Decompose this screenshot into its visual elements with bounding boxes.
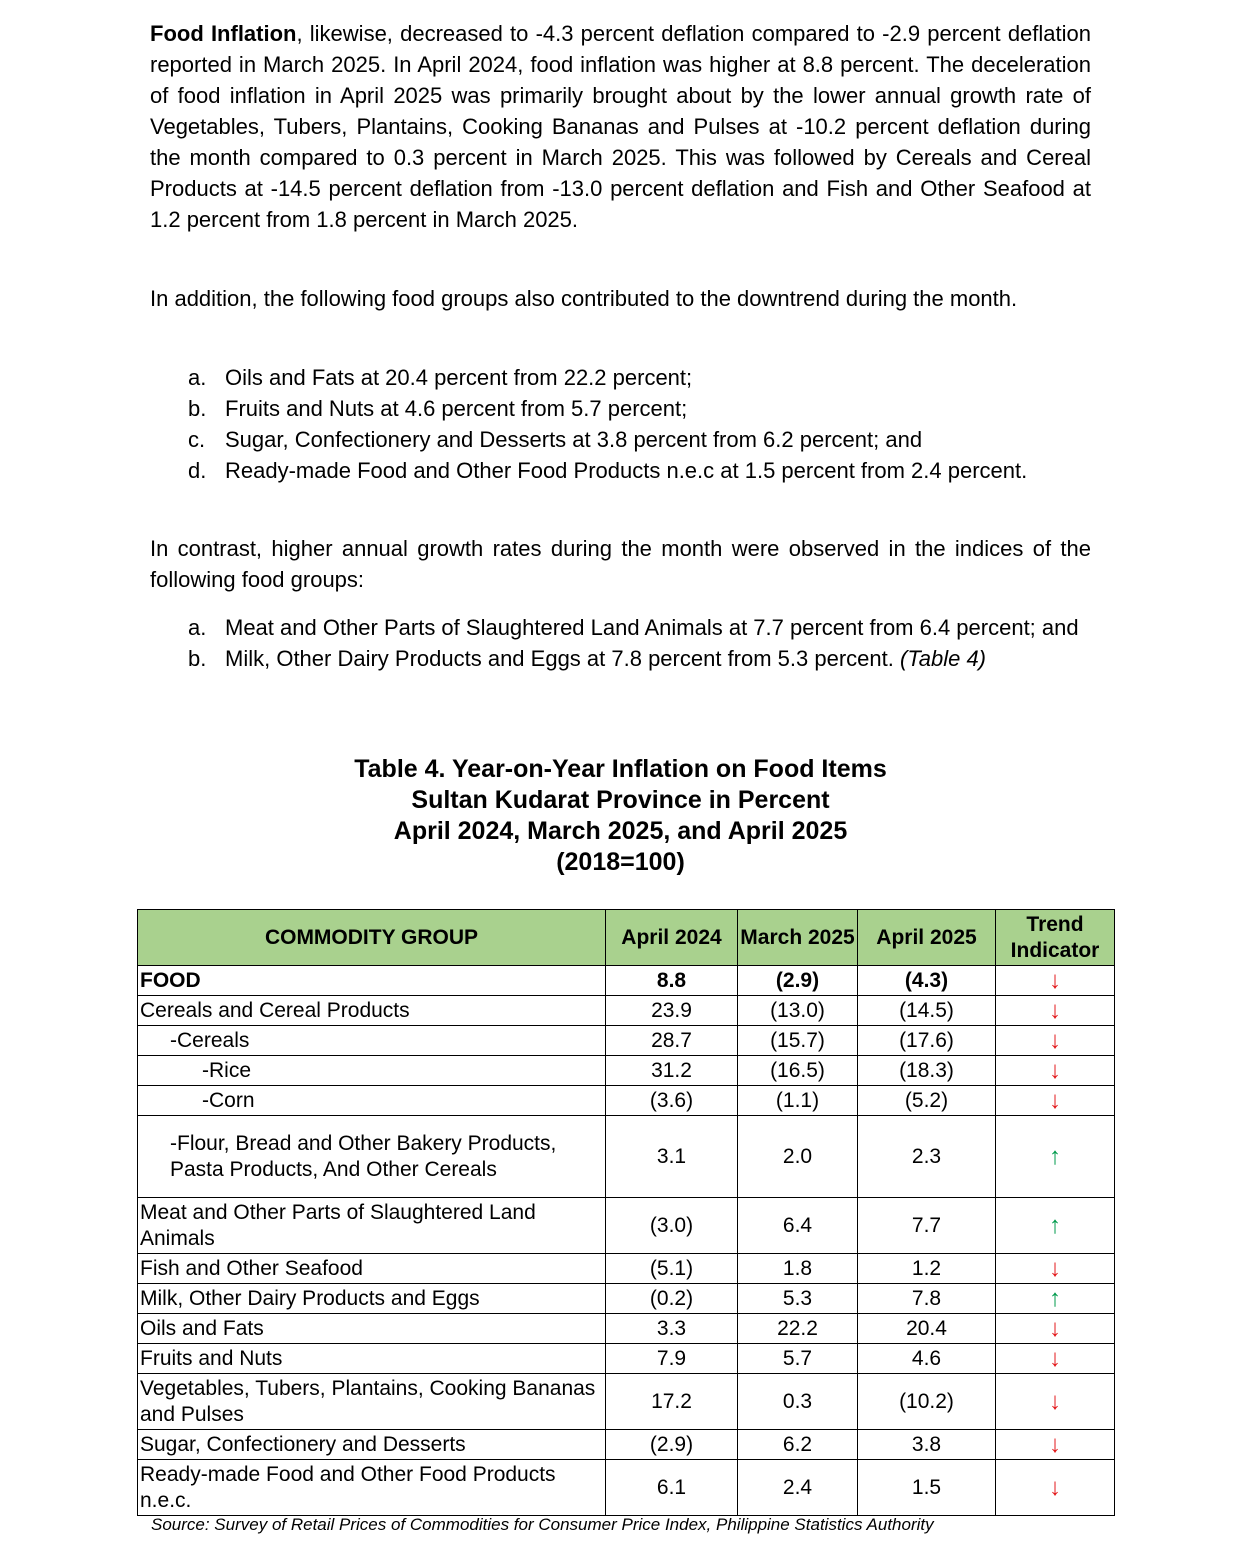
commodity-name: -Corn (138, 1086, 606, 1116)
paragraph-downtrend: In addition, the following food groups also contributed to the downtrend during the month. (150, 286, 1018, 311)
arrow-down-icon: ↓ (996, 966, 1115, 996)
commodity-name: Fish and Other Seafood (138, 1254, 606, 1284)
value-april-2025: 7.8 (858, 1284, 996, 1314)
commodity-name: -Flour, Bread and Other Bakery Products, Pasta Products, And Other Cereals (138, 1116, 606, 1198)
table-row (138, 1026, 1115, 1056)
uptrend-list (188, 612, 1091, 674)
commodity-name: Oils and Fats (138, 1314, 606, 1344)
list-item: d. Ready-made Food and Other Food Products n.e.c at 1.5 percent from 2.4 percent. (188, 458, 1028, 483)
table-row (138, 1086, 1115, 1116)
value-march-2025: (1.1) (738, 1086, 858, 1116)
value-april-2025: 3.8 (858, 1430, 996, 1460)
table-row (138, 1314, 1115, 1344)
arrow-down-icon: ↓ (996, 1056, 1115, 1086)
table-row (138, 996, 1115, 1026)
value-march-2025: (15.7) (738, 1026, 858, 1056)
commodity-name: -Cereals (138, 1026, 606, 1056)
value-april-2025: 7.7 (858, 1198, 996, 1254)
value-april-2025: 1.5 (858, 1460, 996, 1516)
value-march-2025: 6.2 (738, 1430, 858, 1460)
paragraph-contrast: In contrast, higher annual growth rates during the month were observed in the indices of the following food groups: (150, 536, 1091, 592)
value-march-2025: 5.7 (738, 1344, 858, 1374)
header-trend-indicator: Trend Indicator (996, 910, 1115, 966)
value-april-2024: 28.7 (606, 1026, 738, 1056)
table-row (138, 1198, 1115, 1254)
food-inflation-heading: Food Inflation (150, 21, 297, 46)
commodity-name: Cereals and Cereal Products (138, 996, 606, 1026)
commodity-name: Fruits and Nuts (138, 1344, 606, 1374)
header-commodity-group: COMMODITY GROUP (138, 910, 606, 966)
table-title: Table 4. Year-on-Year Inflation on Food Items Sultan Kudarat Province in Percent April 2024, March 2025, and April 2025 (2018=100) (354, 755, 887, 876)
value-april-2025: (4.3) (858, 966, 996, 996)
table-row (138, 1056, 1115, 1086)
value-march-2025: 5.3 (738, 1284, 858, 1314)
value-april-2025: (18.3) (858, 1056, 996, 1086)
list-item: b. Fruits and Nuts at 4.6 percent from 5.7 percent; (188, 396, 688, 421)
arrow-down-icon: ↓ (996, 1374, 1115, 1430)
value-april-2025: (17.6) (858, 1026, 996, 1056)
value-april-2024: 8.8 (606, 966, 738, 996)
arrow-down-icon: ↓ (996, 1460, 1115, 1516)
value-april-2025: 2.3 (858, 1116, 996, 1198)
value-march-2025: 6.4 (738, 1198, 858, 1254)
table-row (138, 1344, 1115, 1374)
value-april-2024: (5.1) (606, 1254, 738, 1284)
value-april-2024: 7.9 (606, 1344, 738, 1374)
table-row (138, 1116, 1115, 1198)
value-april-2024: (0.2) (606, 1284, 738, 1314)
value-march-2025: (13.0) (738, 996, 858, 1026)
commodity-name: -Rice (138, 1056, 606, 1086)
table-row (138, 1460, 1115, 1516)
table-row (138, 1430, 1115, 1460)
header-april-2024: April 2024 (606, 910, 738, 966)
value-april-2025: 1.2 (858, 1254, 996, 1284)
arrow-down-icon: ↓ (996, 1344, 1115, 1374)
arrow-down-icon: ↓ (996, 1086, 1115, 1116)
value-march-2025: 2.0 (738, 1116, 858, 1198)
commodity-name: Sugar, Confectionery and Desserts (138, 1430, 606, 1460)
value-march-2025: 22.2 (738, 1314, 858, 1344)
table-row (138, 966, 1115, 996)
arrow-up-icon: ↑ (996, 1198, 1115, 1254)
value-march-2025: (16.5) (738, 1056, 858, 1086)
value-april-2024: 6.1 (606, 1460, 738, 1516)
value-march-2025: (2.9) (738, 966, 858, 996)
arrow-down-icon: ↓ (996, 996, 1115, 1026)
food-inflation-table (137, 909, 1115, 1516)
value-march-2025: 1.8 (738, 1254, 858, 1284)
value-march-2025: 0.3 (738, 1374, 858, 1430)
value-april-2024: 23.9 (606, 996, 738, 1026)
list-item: c. Sugar, Confectionery and Desserts at 3.8 percent from 6.2 percent; and (188, 427, 923, 452)
arrow-down-icon: ↓ (996, 1254, 1115, 1284)
paragraph-food-inflation (150, 18, 1091, 235)
source-note: Source: Survey of Retail Prices of Commodities for Consumer Price Index, Philippine Statistics Authority (151, 1515, 934, 1534)
value-april-2024: 3.3 (606, 1314, 738, 1344)
arrow-down-icon: ↓ (996, 1314, 1115, 1344)
value-april-2024: 3.1 (606, 1116, 738, 1198)
table-row (138, 1284, 1115, 1314)
arrow-down-icon: ↓ (996, 1026, 1115, 1056)
value-april-2025: 4.6 (858, 1344, 996, 1374)
value-april-2024: (3.0) (606, 1198, 738, 1254)
value-april-2024: (3.6) (606, 1086, 738, 1116)
value-april-2025: (14.5) (858, 996, 996, 1026)
arrow-up-icon: ↑ (996, 1116, 1115, 1198)
table-row (138, 1374, 1115, 1430)
paragraph-text: , likewise, decreased to -4.3 percent deflation compared to -2.9 percent deflation reported in March 2025. In April 2024, food inflation was higher at 8.8 percent. The deceleration of food inflation in April 2025 was primarily brought about by the lower annual growth rate of Vegetables, Tubers, Plantains, Cooking Bananas and Pulses at -10.2 percent deflation during the month compared to 0.3 percent in March 2025. This was followed by Cereals and Cereal Products at -14.5 percent deflation from -13.0 percent deflation and Fish and Other Seafood at 1.2 percent from 1.8 percent in March 2025. (150, 21, 1091, 232)
arrow-down-icon: ↓ (996, 1430, 1115, 1460)
commodity-name: Vegetables, Tubers, Plantains, Cooking Bananas and Pulses (138, 1374, 606, 1430)
value-april-2025: (5.2) (858, 1086, 996, 1116)
value-april-2025: (10.2) (858, 1374, 996, 1430)
list-item: b. Milk, Other Dairy Products and Eggs at 7.8 percent from 5.3 percent. (Table 4) (188, 646, 987, 671)
value-april-2025: 20.4 (858, 1314, 996, 1344)
commodity-name: Milk, Other Dairy Products and Eggs (138, 1284, 606, 1314)
value-march-2025: 2.4 (738, 1460, 858, 1516)
value-april-2024: (2.9) (606, 1430, 738, 1460)
commodity-name: FOOD (138, 966, 606, 996)
commodity-name: Meat and Other Parts of Slaughtered Land Animals (138, 1198, 606, 1254)
commodity-name: Ready-made Food and Other Food Products n.e.c. (138, 1460, 606, 1516)
table-row (138, 1254, 1115, 1284)
value-april-2024: 17.2 (606, 1374, 738, 1430)
list-item: a. Meat and Other Parts of Slaughtered Land Animals at 7.7 percent from 6.4 percent; and (188, 615, 1079, 640)
value-april-2024: 31.2 (606, 1056, 738, 1086)
downtrend-list (188, 362, 1091, 486)
header-march-2025: March 2025 (738, 910, 858, 966)
arrow-up-icon: ↑ (996, 1284, 1115, 1314)
header-april-2025: April 2025 (858, 910, 996, 966)
table-reference: (Table 4) (900, 646, 987, 671)
list-item: a. Oils and Fats at 20.4 percent from 22.2 percent; (188, 365, 693, 390)
